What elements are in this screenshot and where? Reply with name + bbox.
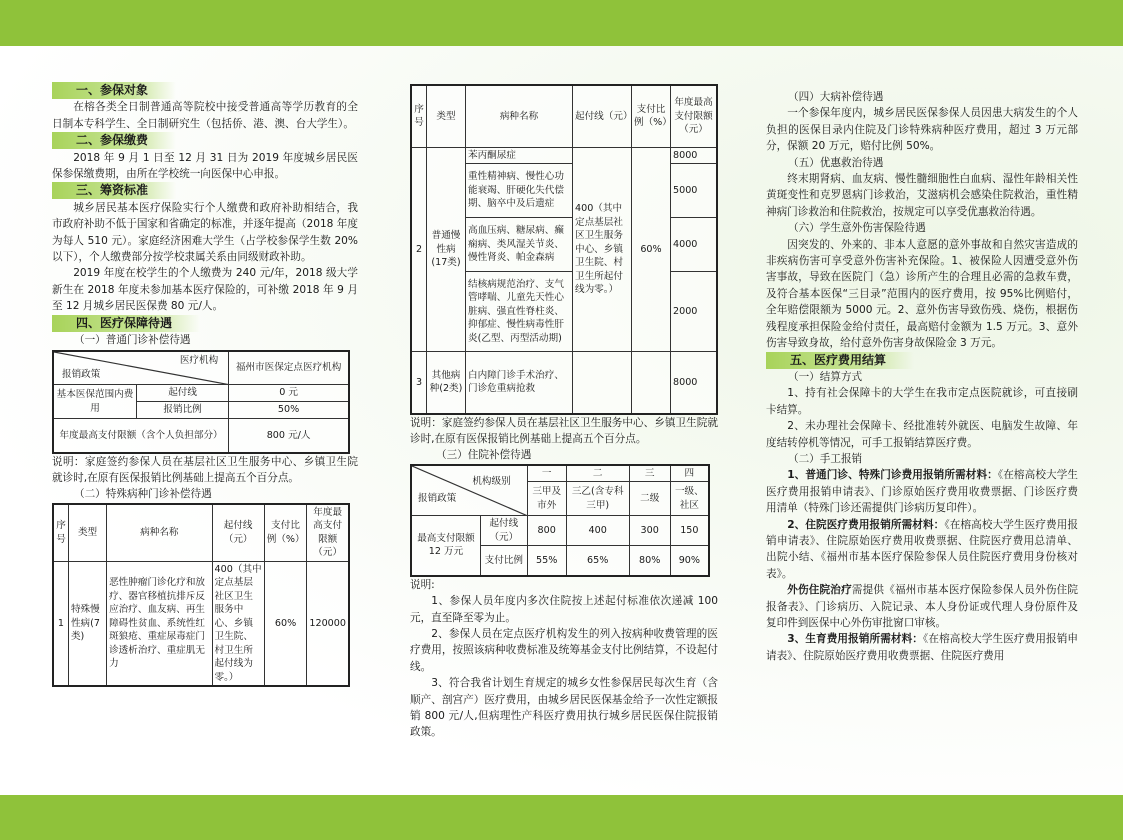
limit-c: 4000: [671, 218, 718, 272]
subheading-preferential: （五）优惠救治待遇: [788, 156, 884, 169]
ratio-label: 报销比例: [137, 402, 229, 419]
ratio-l3: 80%: [629, 546, 670, 576]
top-green-band: [0, 0, 1123, 46]
participants-text: 在榕各类全日制普通高等院校中接受普通高等学历教育的全日制本专科学生、全日制研究生（包括侨、港、澳、台大学生）。: [52, 101, 358, 130]
cell-start-line: 400（其中定点基层社区卫生服务中心、乡镇卫生院、村卫生所起付线为零。）: [212, 561, 264, 686]
level-2-num: 二: [566, 465, 629, 482]
section-heading-participants: 一、参保对象: [52, 82, 176, 99]
ratio-l2: 65%: [566, 546, 629, 576]
bold-lead: 2、住院医疗费用报销所需材料：: [787, 518, 945, 531]
bold-lead: 外伤住院治疗: [787, 584, 852, 597]
limit-a: 8000: [671, 147, 718, 164]
body: 需提供《福州市基本医疗保险参保人员外伤住院报备表》、门诊病历、入院记录、本人身份证或代理人身份原件及复印件到医保中心外伤审批窗口审核。: [766, 584, 1079, 629]
section-heading-payment: 二、参保缴费: [52, 132, 176, 149]
subheading-special-outpatient: （二）特殊病种门诊补偿待遇: [74, 488, 212, 501]
disease-group-b: 重性精神病、慢性心功能衰竭、肝硬化失代偿期、脑卒中及后遗症: [466, 164, 573, 218]
body: 《在榕高校大学生医疗费用报销申请表》、住院原始医疗费用收费票据、住院医疗费用总清单、出院小结、《福州市基本医疗保险参保人员住院医疗费用身份核对表》。: [766, 518, 1078, 580]
start-line-l1: 800: [527, 516, 566, 546]
cell-type-3: 其他病种(2类): [427, 352, 466, 414]
column-right: [766, 89, 1078, 664]
level-3: 二级: [629, 482, 670, 516]
th-start: 起付线（元）: [573, 85, 632, 147]
diagonal-header-cell: [411, 465, 527, 516]
level-1-num: 一: [527, 465, 566, 482]
diag-bottom-label: 报销政策: [418, 493, 457, 505]
disease-group-c: 高血压病、糖尿病、癫痫病、类风湿关节炎、慢性肾炎、帕金森病: [466, 218, 573, 272]
start-line-label: 起付线: [137, 385, 229, 402]
body: 《在榕高校大学生医疗费用报销申请表》、住院原始医疗费用收费票据、住院医疗费用: [766, 633, 1078, 662]
org-header: 福州市医保定点医疗机构: [229, 351, 349, 385]
cell-type-2: 普通慢性病(17类): [427, 147, 466, 352]
accident-text: 因突发的、外来的、非本人意愿的意外事故和自然灾害造成的非疾病伤害可享受意外伤害补充保险。1、被保险人因遭受意外伤害事故，导致在医院门（急）诊所产生的合理且必需的急救车费，及符合基本医保“三目录”范围内的医疗费用，按 95%比例赔付，全年赔偿限额为 5000 元。2、意外伤害导致伤残、烧伤，根据伤残程度承担保险金给付责任，最高赔付金额为 1.5 万元。3、意外伤害导致身故，给付意外伤害身故保险金 3 万元。: [766, 238, 1078, 350]
column-left: [52, 82, 358, 687]
special-disease-table: [52, 503, 350, 688]
cell-ratio: 60%: [264, 561, 307, 686]
th-no: 序号: [411, 85, 427, 147]
start-line-l4: 150: [670, 516, 709, 546]
bottom-green-band: [0, 795, 1123, 840]
preferential-text: 终末期肾病、血友病、慢性髓细胞性白血病、湿性年龄相关性黄斑变性和克罗恩病门诊救治，艾滋病机会感染住院救治，重性精神病门诊救治和住院救治，按规定可以享受优惠救治待遇。: [766, 173, 1078, 218]
level-1: 三甲及市外: [527, 482, 566, 516]
outpatient-table: [52, 350, 350, 454]
diag-top-label: 医疗机构: [179, 355, 219, 367]
note-2: 2、参保人员在定点医疗机构发生的列入按病种收费管理的医疗费用，按照该病种收费标准及统筹基金支付比例结算，不设起付线。: [410, 627, 718, 673]
cell-start-line-2: 400（其中定点基层社区卫生服务中心、乡镇卫生院、村卫生所起付线为零。）: [573, 147, 632, 352]
annual-limit-value: 800 元/人: [229, 419, 349, 453]
subheading-outpatient: （一）普通门诊补偿待遇: [74, 334, 191, 347]
note-3: 3、符合我省计划生育规定的城乡女性参保居民每次生育（含顺产、剖宫产）医疗费用，由城乡居民医保基金给予一次性定额报销 800 元/人,但病理性产科医疗费用执行城乡居民医保住院报销政策。: [410, 677, 718, 739]
max-limit-group: 最高支付限额 12 万元: [411, 516, 481, 576]
column-middle: [410, 84, 718, 741]
notes-title: 说明:: [410, 578, 435, 591]
ratio-label: 支付比例: [481, 546, 528, 576]
th-name: 病种名称: [107, 504, 212, 562]
cell-ratio-3: [632, 352, 671, 414]
outpatient-note: 说明：家庭签约参保人员在基层社区卫生服务中心、乡镇卫生院就诊时,在原有医保报销比例基础上提高五个百分点。: [52, 455, 358, 484]
limit-b: 5000: [671, 164, 718, 218]
payment-text: 2018 年 9 月 1 日至 12 月 31 日为 2019 年度城乡居民医保参保缴费期，由所在学校统一向医保中心申报。: [52, 151, 358, 181]
ratio-l4: 90%: [670, 546, 709, 576]
th-ratio: 支付比例（%）: [264, 504, 307, 562]
limit-d: 2000: [671, 272, 718, 352]
diag-bottom-label: 报销政策: [62, 368, 101, 380]
cell-no-2: 2: [411, 147, 427, 352]
inpatient-table: [410, 464, 710, 577]
cell-limit: 120000: [307, 561, 349, 686]
limit-other: 8000: [671, 352, 718, 414]
settlement-text-2: 2、未办理社会保障卡、经批准转外就医、电脑发生故障、年度结转停机等情况，可手工报销结算医疗费。: [766, 420, 1078, 449]
manual-claim-outpatient: [766, 467, 1078, 516]
cell-type: 特殊慢性病(7类): [68, 561, 106, 686]
bold-lead: 3、生育费用报销所需材料：: [787, 633, 923, 646]
ratio-l1: 55%: [527, 546, 566, 576]
disease-group-d: 结核病规范治疗、支气管哮喘、儿童先天性心脏病、强直性脊柱炎、抑郁症、慢性病毒性肝炎(乙型、丙型活动期): [466, 272, 573, 352]
cell-disease-names: 恶性肿瘤门诊化疗和放疗、器官移植抗排斥反应治疗、血友病、再生障碍性贫血、系统性红斑狼疮、重症尿毒症门诊透析治疗、重症肌无力: [107, 561, 212, 686]
start-line-label: 起付线（元）: [481, 516, 528, 546]
diag-top-label: 机构级别: [472, 475, 511, 487]
funding-text-1: 城乡居民基本医疗保险实行个人缴费和政府补助相结合，我市政府补助不低于国家和省确定的标准，并逐年提高（2018 年度为每人 510 元）。家庭经济困难大学生（占学校参保学生数 20%以下），个人缴费部分按学校隶属关系由同级财政补助。: [52, 201, 358, 264]
manual-claim-inpatient: [766, 517, 1078, 583]
ratio-value: 50%: [229, 402, 349, 419]
th-name: 病种名称: [466, 85, 573, 147]
start-line-value: 0 元: [229, 385, 349, 402]
subheading-major-illness: （四）大病补偿待遇: [788, 91, 884, 103]
cell-ratio-2: 60%: [632, 147, 671, 352]
disease-group-other: 白内障门诊手术治疗、门诊危重病抢救: [466, 352, 573, 414]
cell-start-line-3: [573, 352, 632, 414]
chronic-disease-table: [410, 84, 718, 415]
subheading-accident: （六）学生意外伤害保险待遇: [788, 222, 926, 235]
th-limit: 年度最高支付限额（元）: [307, 504, 349, 562]
start-line-l3: 300: [629, 516, 670, 546]
diagonal-header-cell: [53, 351, 229, 385]
level-4-num: 四: [670, 465, 709, 482]
manual-claim-maternity: [766, 631, 1078, 664]
funding-text-2: 2019 年度在校学生的个人缴费为 240 元/年，2018 级大学新生在 2018 年度未参加基本医疗保险的，可补缴 2018 年 9 月至 12 月城乡居民医保费 80 元/人。: [52, 267, 358, 313]
manual-claim-injury: [766, 582, 1078, 631]
th-type: 类型: [68, 504, 106, 562]
subheading-inpatient: （三）住院补偿待遇: [436, 449, 532, 462]
level-3-num: 三: [629, 465, 670, 482]
chronic-note: 说明：家庭签约参保人员在基层社区卫生服务中心、乡镇卫生院就诊时,在原有医保报销比例基础上提高五个百分点。: [410, 416, 718, 445]
note-1: 1、参保人员年度内多次住院按上述起付标准依次递减 100 元，直至降至零为止。: [410, 595, 718, 624]
bold-lead: 1、普通门诊、特殊门诊费用报销所需材料：: [787, 469, 998, 482]
start-line-l2: 400: [566, 516, 629, 546]
cell-no-3: 3: [411, 352, 427, 414]
subheading-settlement-method: （一）结算方式: [788, 370, 863, 383]
section-heading-settlement: 五、医疗费用结算: [766, 352, 914, 369]
major-illness-text: 一个参保年度内，城乡居民医保参保人员因患大病发生的个人负担的医保目录内住院及门诊特殊病种医疗费用，超过 3 万元部分，保额 20 万元，赔付比例 50%。: [766, 107, 1078, 153]
th-type: 类型: [427, 85, 466, 147]
th-start: 起付线（元）: [212, 504, 264, 562]
row-group-label: 基本医保范围内费用: [53, 385, 137, 419]
th-limit: 年度最高支付限额（元）: [671, 85, 718, 147]
cell-no: 1: [53, 561, 68, 686]
annual-limit-label: 年度最高支付限额（含个人负担部分）: [53, 419, 229, 453]
level-2: 三乙(含专科三甲): [566, 482, 629, 516]
th-ratio: 支付比例（%）: [632, 85, 671, 147]
settlement-text-1: 1、持有社会保障卡的大学生在我市定点医院就诊，可直接刷卡结算。: [766, 387, 1078, 416]
subheading-manual-claim: （二）手工报销: [788, 452, 863, 465]
disease-group-a: 苯丙酮尿症: [466, 147, 573, 164]
level-4: 一级、社区: [670, 482, 709, 516]
th-no: 序号: [53, 504, 68, 562]
section-heading-benefits: 四、医疗保障待遇: [52, 315, 200, 332]
section-heading-funding: 三、筹资标准: [52, 182, 176, 199]
body: 《在榕高校大学生医疗费用报销申请表》、门诊原始医疗费用收费票据、门诊医疗费用清单（特殊门诊还需提供门诊病历复印件）。: [766, 469, 1078, 515]
